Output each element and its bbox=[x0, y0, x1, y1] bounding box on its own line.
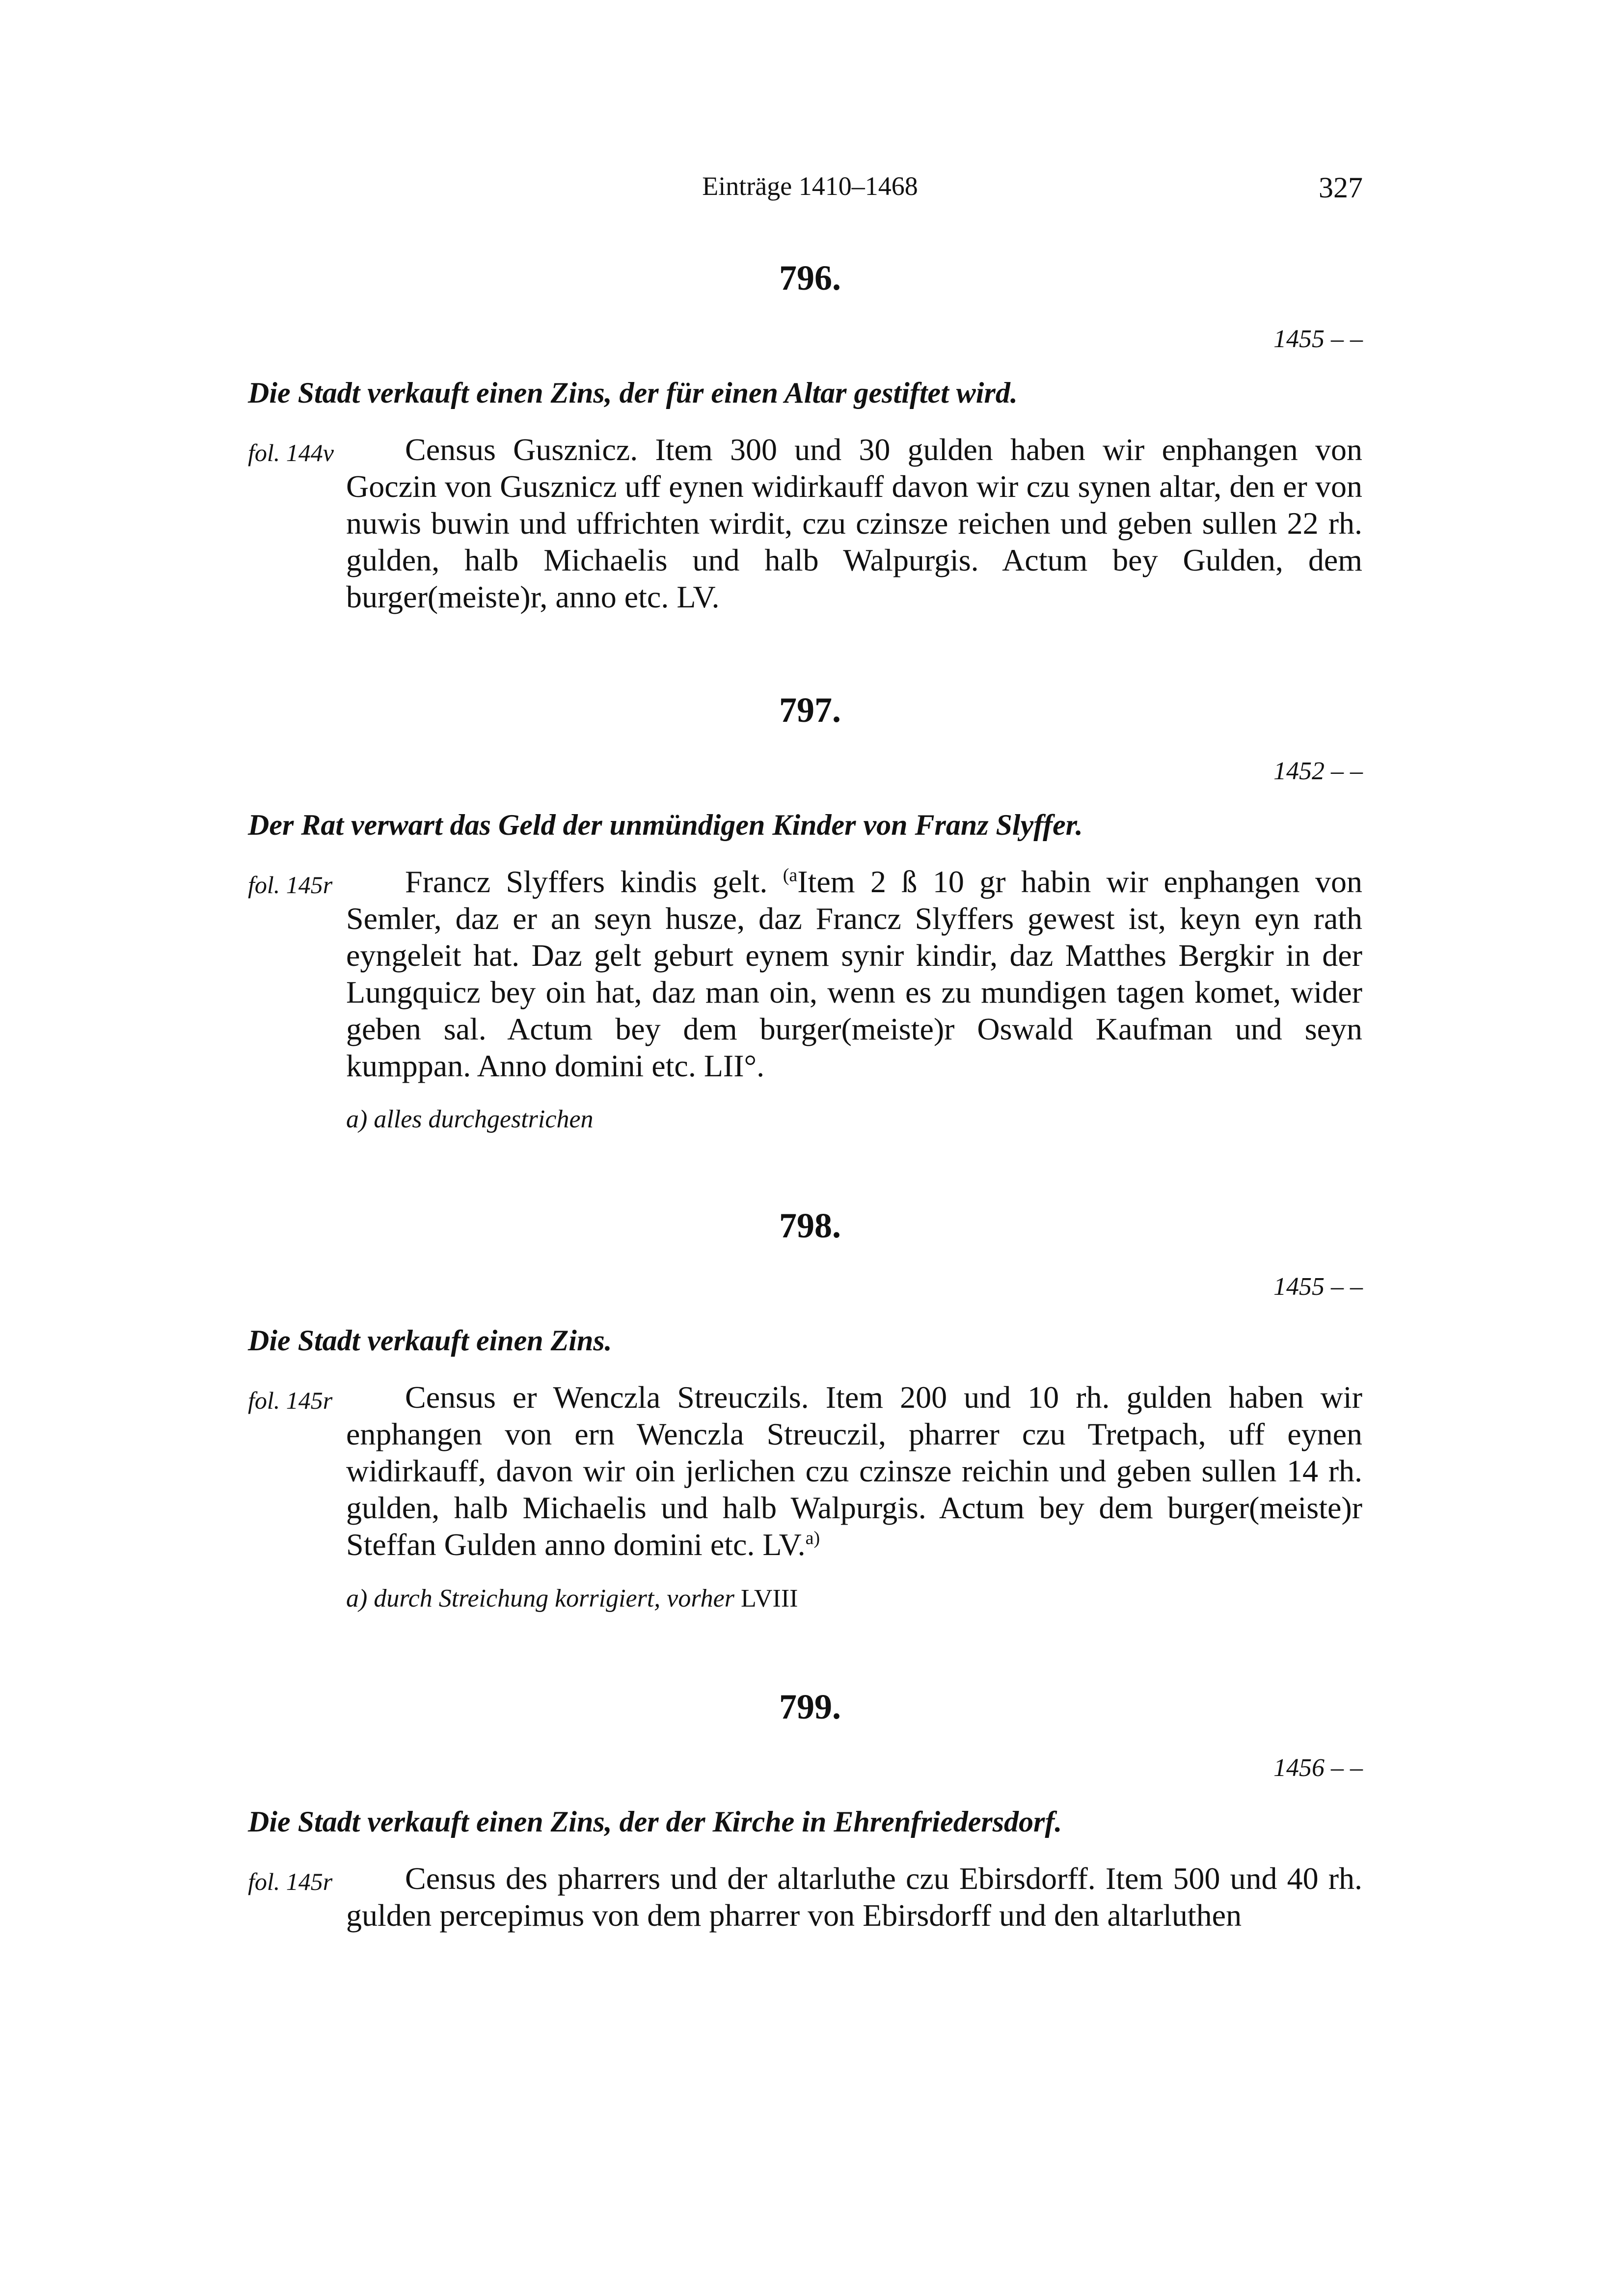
entry-text: Census Gusznicz. Item 300 und 30 gulden haben wir enphangen von Goczin von Gusznicz uff eynen widirkauff davon wir czu synen altar, den er von nuwis buwin und uffrichten wirdit, czu czinsze reichen und geben sullen 22 rh. gulden, halb Michaelis und halb Walpurgis. Actum bey Gulden, dem burger(meiste)r, anno etc. LV. bbox=[346, 432, 1362, 614]
folio-reference: fol. 144v bbox=[248, 439, 334, 466]
footnote-marker: a) bbox=[805, 1528, 820, 1549]
entry-title: Die Stadt verkauft einen Zins, der der Kirche in Ehrenfriedersdorf. bbox=[248, 1805, 1062, 1838]
entry-number: 799. bbox=[779, 1687, 841, 1726]
footnote bbox=[346, 1586, 1362, 1612]
entry-text bbox=[346, 863, 1362, 1084]
entry-text bbox=[346, 1379, 1362, 1563]
entry-text-body: Census er Wenczla Streuczils. Item 200 und 10 rh. gulden haben wir enphangen von ern Wenczla Streuczil, pharrer czu Tretpach, uff eynen widirkauff, davon wir oin jerlichen czu czinsze reichin und geben sullen 14 rh. gulden, halb Michaelis und halb Walpurgis. Actum bey dem burger(meiste)r Steffan Gulden anno domini etc. LV. bbox=[346, 1380, 1362, 1562]
footnote-marker: (a bbox=[783, 865, 798, 886]
folio-reference: fol. 145r bbox=[248, 871, 333, 899]
footnote-value: LVIII bbox=[740, 1585, 798, 1613]
folio-reference: fol. 145r bbox=[248, 1387, 333, 1414]
entry-text-rest: Item 2 ß 10 gr habin wir enphangen von Semler, daz er an seyn husze, daz Francz Slyffers gewest ist, keyn eyn rath eyngeleit hat. Daz gelt geburt eynem synir kindir, daz Matthes Bergkir in der Lungquicz bey oin hat, daz man oin, wenn es zu mundigen tagen komet, wider geben sal. Actum bey dem burger(meiste)r Oswald Kaufman und seyn kumppan. Anno domini etc. LII°. bbox=[346, 864, 1363, 1083]
running-title: Einträge 1410–1468 bbox=[702, 171, 918, 201]
entry-text-start: Francz Slyffers kindis gelt. bbox=[405, 864, 783, 899]
entry-title: Die Stadt verkauft einen Zins. bbox=[248, 1324, 612, 1357]
footnote-text: a) durch Streichung korrigiert, vorher bbox=[346, 1585, 741, 1613]
entry-title: Die Stadt verkauft einen Zins, der für einen Altar gestiftet wird. bbox=[248, 377, 1018, 409]
folio-reference: fol. 145r bbox=[248, 1868, 333, 1895]
entry-date: 1455 – – bbox=[1273, 1273, 1363, 1301]
page-number: 327 bbox=[1319, 171, 1363, 204]
entry-number: 797. bbox=[779, 690, 841, 730]
entry-number: 796. bbox=[779, 258, 841, 298]
entry-date: 1452 – – bbox=[1273, 757, 1363, 785]
entry-title: Der Rat verwart das Geld der unmündigen Kinder von Franz Slyffer. bbox=[248, 809, 1083, 841]
footnote: a) alles durchgestrichen bbox=[346, 1105, 594, 1133]
entry-number: 798. bbox=[779, 1206, 841, 1245]
entry-date: 1456 – – bbox=[1273, 1754, 1363, 1782]
entry-date: 1455 – – bbox=[1273, 325, 1363, 353]
entry-text: Census des pharrers und der altarluthe czu Ebirsdorff. Item 500 und 40 rh. gulden percepimus von dem pharrer von Ebirsdorff und den altarluthen bbox=[346, 1861, 1362, 1933]
